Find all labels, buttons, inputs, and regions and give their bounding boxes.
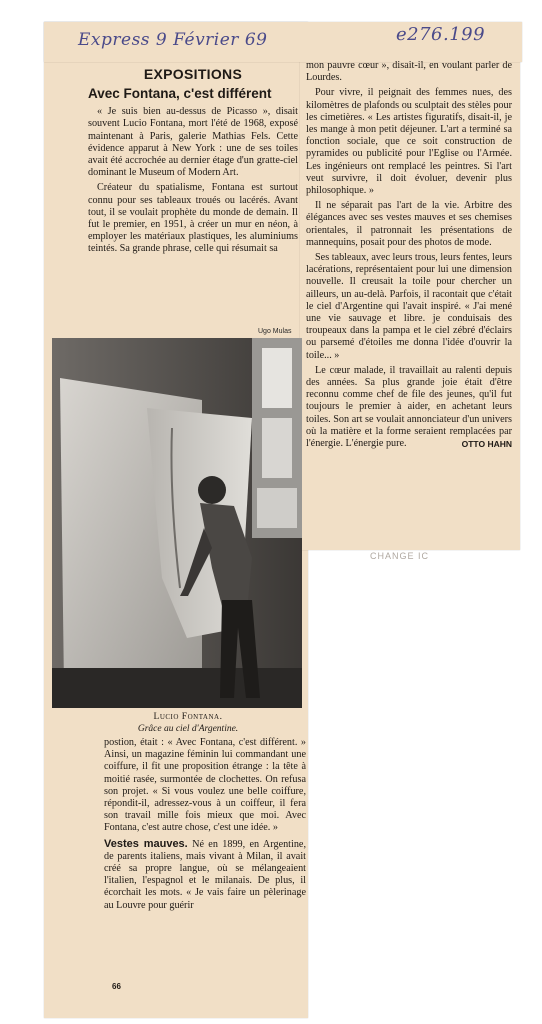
author-signature: OTTO HAHN <box>461 439 512 450</box>
subhead-text: Né en 1899, en Argentine, de parents italiens, mais vivant à Milan, il avait créé sa propre langue, où se mélangeaient l'italien, l'espagnol et le milanais. De plus, il écorchait les mots. « Je vais faire un pèlerinage au Louvre pour guérir <box>104 838 307 911</box>
handwritten-reference-number: e276.199 <box>396 24 486 45</box>
article-paragraph: Créateur du spatialisme, Fontana est surtout connu pour ses tableaux troués ou lacérés. Avant tout, il se voulait prophète du monde de demain. Il fut le premier, en 1951, à créer un mur en néon, à employer les matériaux plastiques, les aluminiums teintés. Sa grande phrase, celle qui résumait sa <box>88 182 298 255</box>
article-last-text: Le cœur malade, il travaillait au ralenti depuis des années. Sa plus grande joie était d'être reconnu comme chef de file des jeunes, qu'il fut toujours le premier à aider, en achetant leurs toiles. Son art se voulait annonciateur d'un univers où la matière et la forme seraient remplacées par l'énergie. L'énergie pure. <box>306 364 512 450</box>
subhead-paragraph <box>104 838 306 912</box>
photo-credit: Ugo Mulas <box>258 328 292 335</box>
article-paragraph: « Je suis bien au-dessus de Picasso », disait souvent Lucio Fontana, mort l'été de 1968, exposé maintenant à Paris, galerie Mathias Fels. Cette évidence apparut à New York : une de ses toiles avait été accrochée au dernier étage d'un gratte-ciel dominant le Museum of Modern Art. <box>88 106 298 179</box>
page-number: 66 <box>112 982 121 991</box>
section-rubric: EXPOSITIONS <box>143 66 243 82</box>
article-paragraph: Il ne séparait pas l'art de la vie. Arbitre des élégances avec ses vestes mauves et ses chemises orientales, il patronnait les présentations de mannequins, posait pour des photos de mode. <box>306 200 512 248</box>
handwritten-source-note: Express 9 Février 69 <box>78 30 268 50</box>
subhead: Vestes mauves. <box>104 837 188 850</box>
cut-off-text-fragment: CHANGE IC <box>370 551 430 561</box>
article-paragraph: mon pauvre cœur », disait-il, en voulant parler de Lourdes. <box>306 60 512 84</box>
article-paragraph: Ses tableaux, avec leurs trous, leurs fentes, leurs lacérations, représentaient pour lui une dimension nouvelle. Il creusait la toile pour chercher un ailleurs, un au-delà. Parfois, il racontait que c'était le ciel d'Argentine qui l'avait inspiré. « J'ai mené une vie sauvage et libre. je conduisais des troupeaux dans la pampa et le ciel zébré d'éclairs ou parsemé d'étoiles me donna l'idée d'ouvrir la toile... » <box>306 252 512 361</box>
article-right-column <box>306 60 512 453</box>
article-paragraph: Pour vivre, il peignait des femmes nues, des kilomètres de plafonds ou sculptait des stèles pour les cimetières. « Les artistes figuratifs, disait-il, je les mange à mon petit déjeuner. L'art a terminé sa fonction sociale, que ce soit construction de pyramides ou publicité pour l'Eglise ou l'Armée. Les ingénieurs ont remplacé les peintres. Si l'art veut survivre, il doit évoluer, devenir plus philosophique. » <box>306 87 512 197</box>
article-paragraph: postion, était : « Avec Fontana, c'est différent. » Ainsi, un magazine féminin lui commandant une coiffure, il fit une proposition étrange : la tête à moitié rasée, surmontée de clochettes. On refusa son projet. « Si vous voulez une belle coiffure, répondit-il, adressez-vous à un coiffeur, il fera son travail mille fois mieux que moi. Avec Fontana, c'est autre chose, c'est une idée. » <box>104 737 306 834</box>
photo-caption <box>88 712 288 735</box>
artist-photo <box>52 338 302 708</box>
caption-name: Lucio Fontana. <box>153 712 223 722</box>
caption-subtitle: Grâce au ciel d'Argentine. <box>137 723 239 734</box>
article-headline: Avec Fontana, c'est différent <box>88 86 272 102</box>
photo-illustration <box>52 338 302 708</box>
article-left-top <box>88 68 298 259</box>
article-paragraph <box>306 365 512 450</box>
article-left-bottom <box>104 737 306 915</box>
